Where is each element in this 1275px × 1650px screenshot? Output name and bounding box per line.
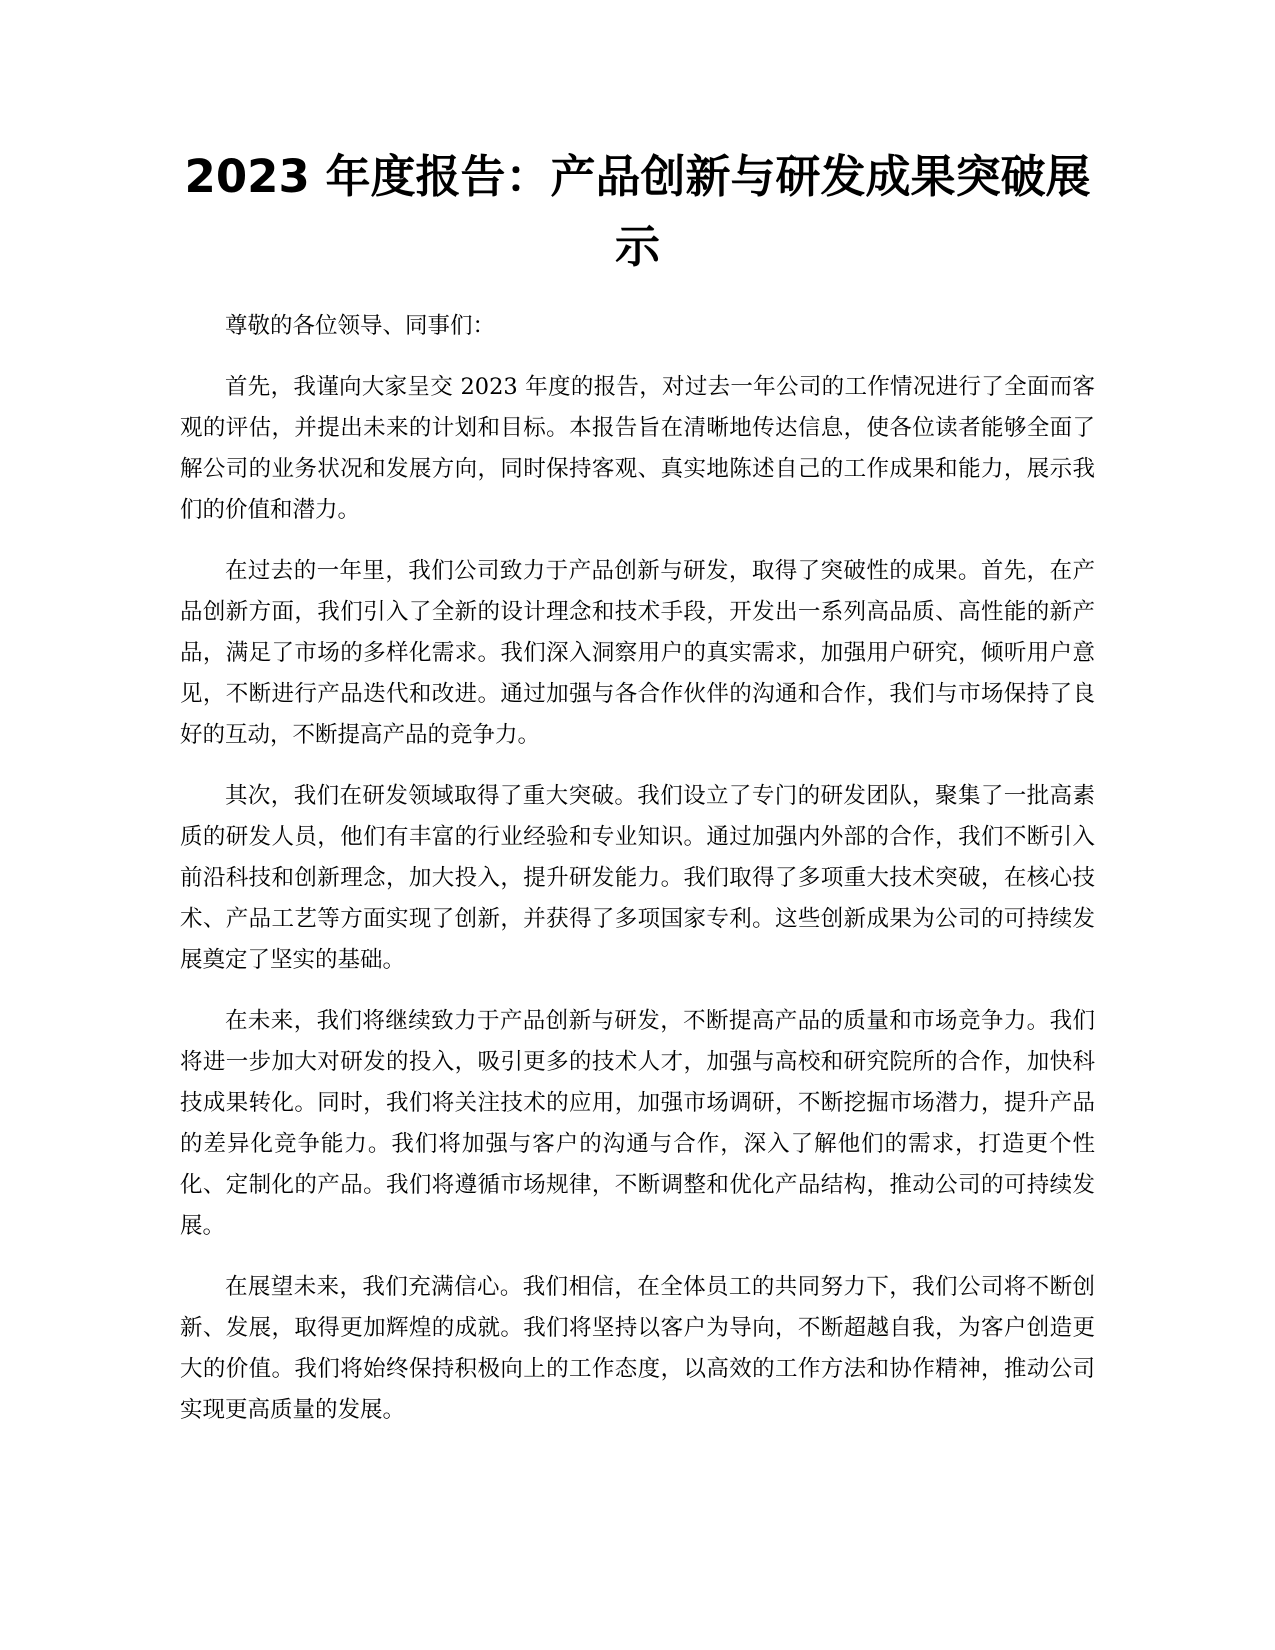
intro-paragraph: 首先，我谨向大家呈交 2023 年度的报告，对过去一年公司的工作情况进行了全面而客观的评估，并提出未来的计划和目标。本报告旨在清晰地传达信息，使各位读者能够全面了解公司的业务状况和发展方向，同时保持客观、真实地陈述自己的工作成果和能力，展示我们的价值和潜力。	[180, 374, 1095, 523]
salutation-paragraph: 尊敬的各位领导、同事们：	[225, 313, 496, 339]
document-title: 2023 年度报告：产品创新与研发成果突破展示	[184, 150, 1091, 273]
outlook-paragraph: 在展望未来，我们充满信心。我们相信，在全体员工的共同努力下，我们公司将不断创新、发展，取得更加辉煌的成就。我们将坚持以客户为导向，不断超越自我，为客户创造更大的价值。我们将始终保持积极向上的工作态度，以高效的工作方法和协作精神，推动公司实现更高质量的发展。	[180, 1274, 1095, 1423]
future-plan-paragraph: 在未来，我们将继续致力于产品创新与研发，不断提高产品的质量和市场竞争力。我们将进一步加大对研发的投入，吸引更多的技术人才，加强与高校和研究院所的合作，加快科技成果转化。同时，我们将关注技术的应用，加强市场调研，不断挖掘市场潜力，提升产品的差异化竞争能力。我们将加强与客户的沟通与合作，深入了解他们的需求，打造更个性化、定制化的产品。我们将遵循市场规律，不断调整和优化产品结构，推动公司的可持续发展。	[180, 1008, 1095, 1239]
document-body	[180, 306, 1095, 1451]
research-paragraph: 其次，我们在研发领域取得了重大突破。我们设立了专门的研发团队，聚集了一批高素质的研发人员，他们有丰富的行业经验和专业知识。通过加强内外部的合作，我们不断引入前沿科技和创新理念，加大投入，提升研发能力。我们取得了多项重大技术突破，在核心技术、产品工艺等方面实现了创新，并获得了多项国家专利。这些创新成果为公司的可持续发展奠定了坚实的基础。	[180, 783, 1095, 973]
product-innovation-paragraph: 在过去的一年里，我们公司致力于产品创新与研发，取得了突破性的成果。首先，在产品创新方面，我们引入了全新的设计理念和技术手段，开发出一系列高品质、高性能的新产品，满足了市场的多样化需求。我们深入洞察用户的真实需求，加强用户研究，倾听用户意见，不断进行产品迭代和改进。通过加强与各合作伙伴的沟通和合作，我们与市场保持了良好的互动，不断提高产品的竞争力。	[180, 558, 1095, 748]
